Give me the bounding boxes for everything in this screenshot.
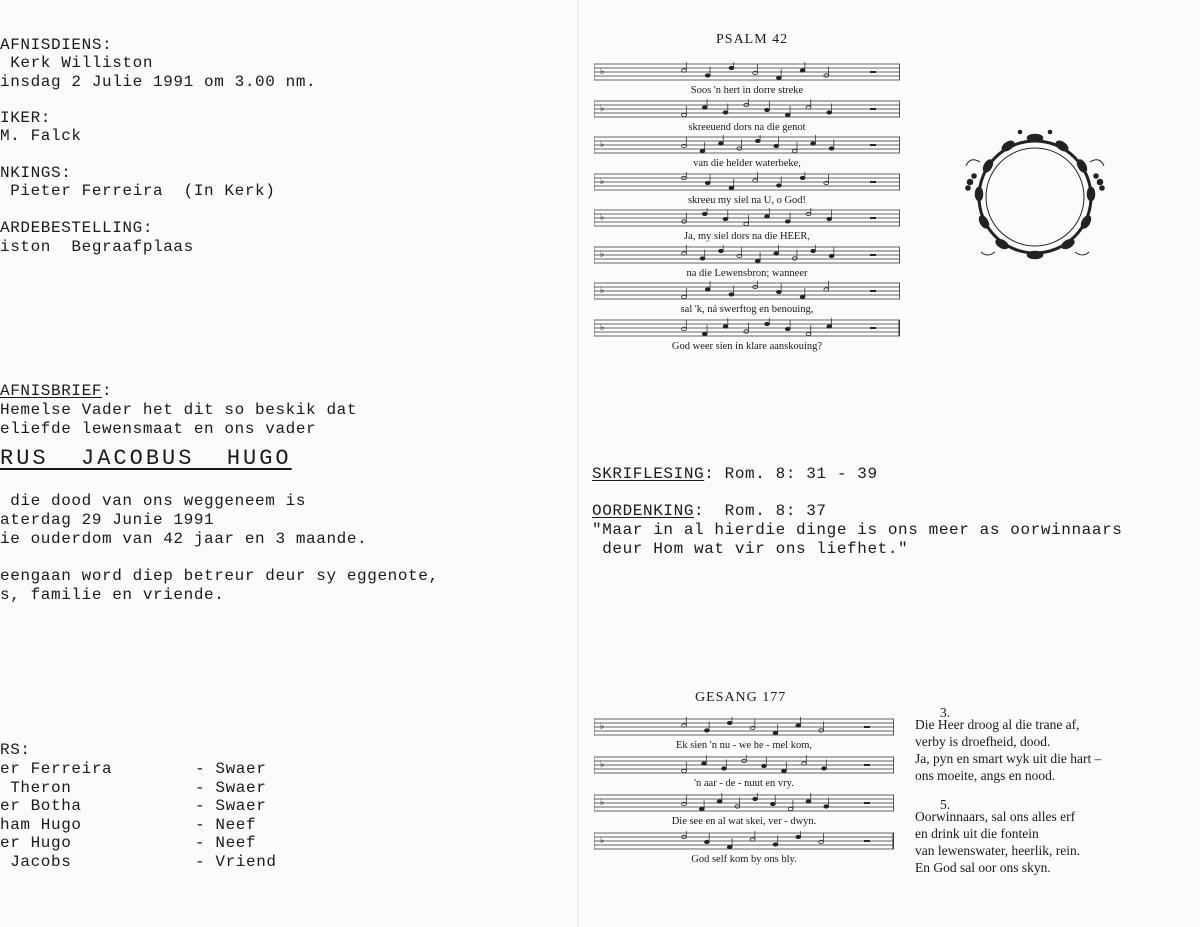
pallbearer-name: Theron: [0, 779, 72, 797]
music-staff: [594, 717, 894, 741]
pallbearer-relation: - Neef: [195, 834, 257, 852]
deceased-name: RUS JACOBUS HUGO: [0, 446, 292, 471]
svg-text:♭: ♭: [600, 140, 605, 150]
reading-colon: :: [704, 465, 715, 483]
pallbearer-name: er Botha: [0, 797, 82, 815]
music-staff: [594, 99, 900, 123]
lyric-line: God self kom by ons bly.: [691, 854, 797, 865]
music-staff: [594, 831, 894, 855]
pallbearer-relation: - Swaer: [195, 779, 267, 797]
lyric-line: skreeuend dors na die genot: [688, 121, 806, 133]
svg-text:♭: ♭: [600, 286, 605, 296]
mourn-line-1: eengaan word diep betreur deur sy eggenote,: [0, 567, 439, 585]
svg-text:♭: ♭: [600, 760, 605, 770]
death-line-2: aterdag 29 Junie 1991: [0, 511, 215, 529]
lyric-line: na die Lewensbron; wanneer: [686, 267, 808, 279]
burial-heading: ARDEBESTELLING:: [0, 219, 154, 237]
meditation-line: [592, 502, 827, 521]
death-line-1: die dood van ons weggeneem is: [0, 492, 307, 510]
meditation-colon: :: [694, 502, 705, 520]
death-line-3: ie ouderdom van 42 jaar en 3 maande.: [0, 530, 368, 548]
gesang-title: GESANG 177: [695, 690, 787, 705]
meditation-label: OORDENKING: [592, 502, 695, 520]
svg-text:♭: ♭: [600, 322, 605, 333]
notice-heading: [0, 382, 112, 401]
officiant-heading: IKER:: [0, 109, 52, 127]
right-page: [580, 0, 1200, 927]
svg-text:♭: ♭: [600, 836, 605, 846]
svg-text:♭: ♭: [600, 213, 605, 223]
burial: iston Begraafplaas: [0, 238, 194, 256]
date-time: insdag 2 Julie 1991 om 3.00 nm.: [0, 73, 317, 91]
music-staff: [594, 245, 900, 269]
psalm-title: PSALM 42: [716, 32, 789, 47]
wreath-icon: [960, 122, 1110, 272]
officiant: M. Falck: [0, 127, 82, 145]
pallbearer-name: ham Hugo: [0, 816, 82, 834]
music-staff: [594, 281, 900, 305]
left-page: [0, 0, 575, 927]
lyric-line: van die helder waterbeke,: [693, 158, 801, 169]
notice-line-1: Hemelse Vader het dit so beskik dat: [0, 401, 358, 419]
notice-heading-label: AFNISBRIEF: [0, 382, 103, 400]
mourn-line-2: s, familie en vriende.: [0, 586, 225, 604]
music-staff: [594, 318, 900, 342]
lyric-line: Die see en al wat skei, ver - dwyn.: [671, 816, 817, 827]
verse-5-text: Oorwinnaars, sal ons alles erf en drink uit die fontein van lewenswater, heerlik, rein. En God sal oor ons skyn.: [915, 809, 1081, 875]
verse-3-number: 3.: [940, 705, 951, 720]
pallbearer-relation: - Swaer: [195, 760, 267, 778]
pallbearer-name: er Ferreira: [0, 760, 113, 778]
tributes-heading: NKINGS:: [0, 164, 72, 182]
pallbearer-relation: - Neef: [195, 816, 257, 834]
music-staff: [594, 135, 900, 159]
svg-text:♭: ♭: [600, 722, 605, 732]
lyric-line: sal 'k, ná swerftog en benouing,: [680, 304, 814, 315]
notice-heading-colon: :: [102, 382, 113, 400]
lyric-line: Ek sien 'n nu - we he - mel kom,: [675, 740, 813, 751]
music-staff: [594, 62, 900, 86]
pallbearer-relation: - Vriend: [195, 853, 277, 871]
lyric-line: 'n aar - de - nuut en vry.: [694, 778, 794, 789]
meditation-quote-2: deur Hom wat vir ons liefhet.": [592, 540, 909, 558]
verse-5-number: 5.: [940, 797, 951, 812]
verse-3-text: Die Heer droog al die trane af, verby is droefheid, dood. Ja, pyn en smart wyk uit die hart – ons moeite, angs en nood.: [915, 717, 1102, 783]
page-fold: [577, 0, 579, 927]
pallbearer-relation: - Swaer: [195, 797, 267, 815]
lyric-line: skreeu my siel na U, o God!: [687, 194, 807, 206]
notice-line-2: eliefde lewensmaat en ons vader: [0, 420, 317, 438]
pallbearer-name: Jacobs: [0, 853, 72, 871]
lyric-line: Soos 'n hert in dorre streke: [690, 85, 804, 96]
music-staff: [594, 793, 894, 817]
pallbearer-name: er Hugo: [0, 834, 72, 852]
svg-text:♭: ♭: [600, 249, 605, 260]
music-staff: [594, 208, 900, 232]
reading-label: SKRIFLESING: [592, 465, 705, 483]
reading-line: [592, 465, 878, 484]
svg-text:♭: ♭: [600, 103, 605, 114]
svg-text:♭: ♭: [600, 798, 605, 808]
meditation-reference: Rom. 8: 37: [704, 502, 827, 520]
tributes: Pieter Ferreira (In Kerk): [0, 182, 276, 200]
svg-text:♭: ♭: [600, 67, 605, 77]
music-staff: [594, 755, 894, 779]
svg-text:♭: ♭: [600, 176, 605, 187]
meditation-quote-1: "Maar in al hierdie dinge is ons meer as oorwinnaars: [592, 521, 1123, 539]
lyric-line: Ja, my siel dors na die HEER,: [684, 231, 810, 242]
music-staff: [594, 172, 900, 196]
lyric-line: God weer sien in klare aanskouing?: [671, 340, 823, 352]
funeral-heading: AFNISDIENS:: [0, 36, 113, 54]
reading-reference: Rom. 8: 31 - 39: [714, 465, 878, 483]
pallbearers-heading: RS:: [0, 741, 31, 759]
church: Kerk Williston: [0, 54, 154, 72]
